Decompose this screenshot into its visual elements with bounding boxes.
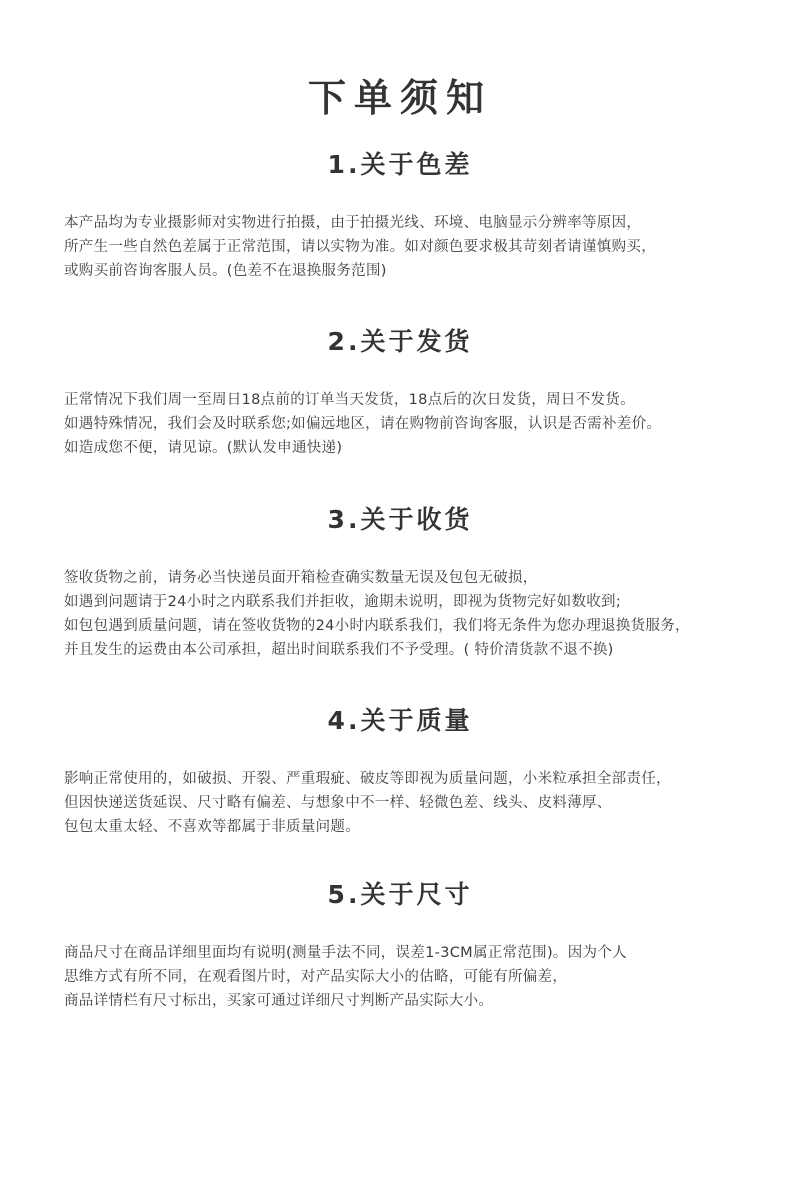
section-heading: 5.关于尺寸 xyxy=(327,880,473,909)
body-line: 商品详情栏有尺寸标出，买家可通过详细尺寸判断产品实际大小。 xyxy=(64,993,494,1009)
body-line: 商品尺寸在商品详细里面均有说明(测量手法不同，误差1-3CM属正常范围)。因为个人 xyxy=(64,945,627,961)
page-title: 下单须知 xyxy=(307,76,492,121)
body-line: 或购买前咨询客服人员。(色差不在退换服务范围) xyxy=(64,263,387,279)
body-line: 思维方式有所不同，在观看图片时，对产品实际大小的估略，可能有所偏差， xyxy=(64,969,568,985)
body-line: 包包太重太轻、不喜欢等都属于非质量问题。 xyxy=(64,819,360,835)
body-line: 但因快递送货延误、尺寸略有偏差、与想象中不一样、轻微色差、线头、皮料薄厚、 xyxy=(64,795,612,811)
section-color-difference xyxy=(0,148,800,283)
body-line: 如包包遇到质量问题，请在签收货物的24小时内联系我们，我们将无条件为您办理退换货服务， xyxy=(64,618,690,634)
section-receiving xyxy=(0,503,800,662)
body-line: 本产品均为专业摄影师对实物进行拍摄，由于拍摄光线、环境、电脑显示分辨率等原因， xyxy=(64,215,642,231)
body-line: 如造成您不便，请见谅。(默认发申通快递) xyxy=(64,440,343,456)
section-body xyxy=(0,211,784,283)
section-quality xyxy=(0,704,800,839)
body-line: 所产生一些自然色差属于正常范围，请以实物为准。如对颜色要求极其苛刻者请谨慎购买， xyxy=(64,239,656,255)
section-heading: 1.关于色差 xyxy=(327,150,473,179)
body-line: 如遇特殊情况，我们会及时联系您;如偏远地区，请在购物前咨询客服，认识是否需补差价。 xyxy=(64,416,662,432)
section-heading: 4.关于质量 xyxy=(327,706,473,735)
body-line: 如遇到问题请于24小时之内联系我们并拒收，逾期未说明，即视为货物完好如数收到; xyxy=(64,594,622,610)
section-shipping xyxy=(0,325,800,460)
section-size xyxy=(0,878,800,1013)
section-heading: 3.关于收货 xyxy=(327,505,473,534)
section-body xyxy=(0,388,784,460)
section-body xyxy=(0,941,784,1013)
body-line: 影响正常使用的，如破损、开裂、严重瑕疵、破皮等即视为质量问题，小米粒承担全部责任， xyxy=(64,771,671,787)
section-heading: 2.关于发货 xyxy=(327,327,473,356)
body-line: 签收货物之前，请务必当快递员面开箱检查确实数量无误及包包无破损， xyxy=(64,570,538,586)
section-body xyxy=(0,566,784,662)
body-line: 并且发生的运费由本公司承担，超出时间联系我们不予受理。( 特价清货款不退不换) xyxy=(64,642,614,658)
body-line: 正常情况下我们周一至周日18点前的订单当天发货，18点后的次日发货，周日不发货。 xyxy=(64,392,635,408)
section-body xyxy=(0,767,784,839)
